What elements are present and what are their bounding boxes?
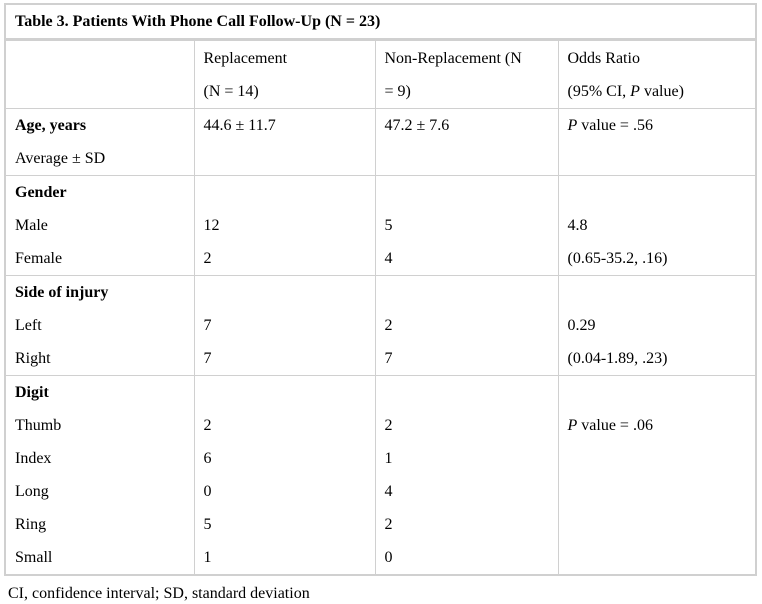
header-non-replacement-line2: = 9) [384, 83, 411, 100]
cell-odds-ratio [558, 376, 756, 410]
cell-odds-ratio [558, 109, 756, 143]
cell-replacement: 7 [194, 309, 375, 342]
cell-odds-ratio [558, 541, 756, 575]
header-non-replacement [375, 40, 558, 109]
cell-replacement: 5 [194, 508, 375, 541]
cell-non-replacement: 0 [375, 541, 558, 575]
cell-odds-ratio [558, 142, 756, 176]
row-label: Ring [15, 515, 47, 533]
table-row-side-of-injury [5, 276, 756, 310]
table-row-ring [5, 508, 756, 541]
odds-ci-prefix: (95% CI, [567, 83, 631, 100]
cell-non-replacement [375, 276, 558, 310]
patients-table [4, 3, 757, 576]
p-italic: P [630, 83, 640, 100]
header-replacement-line2: (N = 14) [203, 83, 259, 100]
cell-replacement [194, 142, 375, 176]
cell-replacement [194, 376, 375, 410]
cell-non-replacement: 2 [375, 409, 558, 442]
cell-replacement: 0 [194, 475, 375, 508]
cell-replacement: 44.6 ± 11.7 [194, 109, 375, 143]
header-non-replacement-line1: Non-Replacement (N [384, 50, 522, 67]
table-row-age [5, 109, 756, 143]
table-row-digit [5, 376, 756, 410]
cell-replacement: 7 [194, 342, 375, 376]
table-row-average-sd [5, 142, 756, 176]
cell-non-replacement: 4 [375, 242, 558, 276]
cell-odds-ratio [558, 508, 756, 541]
p-italic: P [567, 116, 578, 134]
header-odds-ratio-line2 [568, 75, 752, 108]
row-label: Thumb [15, 416, 62, 434]
header-replacement-line1: Replacement [203, 50, 288, 67]
table-row-male [5, 209, 756, 242]
table-row-gender [5, 176, 756, 210]
p-value-text: value = .56 [577, 116, 653, 134]
cell-odds-ratio [558, 176, 756, 210]
row-label: Female [15, 249, 63, 267]
header-odds-ratio [558, 40, 756, 109]
table-header-row [5, 40, 756, 109]
odds-ci-suffix: value) [639, 83, 684, 100]
cell-replacement: 6 [194, 442, 375, 475]
table-row-index [5, 442, 756, 475]
cell-replacement [194, 176, 375, 210]
table-row-long [5, 475, 756, 508]
row-label: Right [15, 349, 51, 367]
row-label: Index [15, 449, 52, 467]
cell-odds-ratio: 0.29 [558, 309, 756, 342]
header-empty-cell [5, 40, 194, 109]
cell-replacement: 1 [194, 541, 375, 575]
cell-non-replacement: 2 [375, 309, 558, 342]
cell-replacement: 2 [194, 409, 375, 442]
cell-non-replacement: 5 [375, 209, 558, 242]
p-italic: P [567, 416, 578, 434]
row-label: Left [15, 316, 42, 334]
p-value-text: value = .06 [577, 416, 653, 434]
table-title-row [5, 4, 756, 40]
cell-odds-ratio [558, 475, 756, 508]
row-label: Digit [5, 376, 194, 410]
cell-odds-ratio [558, 276, 756, 310]
cell-odds-ratio: (0.65-35.2, .16) [558, 242, 756, 276]
cell-odds-ratio [558, 442, 756, 475]
row-label: Gender [5, 176, 194, 210]
header-odds-ratio-line1: Odds Ratio [567, 50, 640, 67]
table-row-female [5, 242, 756, 276]
cell-odds-ratio: 4.8 [558, 209, 756, 242]
table-footnote: CI, confidence interval; SD, standard deviation [8, 585, 310, 602]
cell-replacement: 12 [194, 209, 375, 242]
cell-odds-ratio: (0.04-1.89, .23) [558, 342, 756, 376]
table-row-right [5, 342, 756, 376]
cell-replacement: 2 [194, 242, 375, 276]
row-label: Average ± SD [15, 149, 106, 167]
table-row-thumb [5, 409, 756, 442]
cell-non-replacement: 1 [375, 442, 558, 475]
cell-non-replacement [375, 176, 558, 210]
cell-odds-ratio [558, 409, 756, 442]
cell-non-replacement [375, 376, 558, 410]
row-label: Small [15, 548, 53, 566]
cell-non-replacement: 2 [375, 508, 558, 541]
cell-non-replacement: 7 [375, 342, 558, 376]
header-replacement [194, 40, 375, 109]
cell-non-replacement [375, 142, 558, 176]
cell-non-replacement: 47.2 ± 7.6 [375, 109, 558, 143]
table-row-small [5, 541, 756, 575]
row-label: Male [15, 216, 48, 234]
table-title: Table 3. Patients With Phone Call Follow-Up (N = 23) [5, 4, 756, 40]
cell-non-replacement: 4 [375, 475, 558, 508]
cell-replacement [194, 276, 375, 310]
row-label: Long [15, 482, 49, 500]
row-label: Side of injury [5, 276, 194, 310]
row-label: Age, years [5, 109, 194, 143]
table-row-left [5, 309, 756, 342]
